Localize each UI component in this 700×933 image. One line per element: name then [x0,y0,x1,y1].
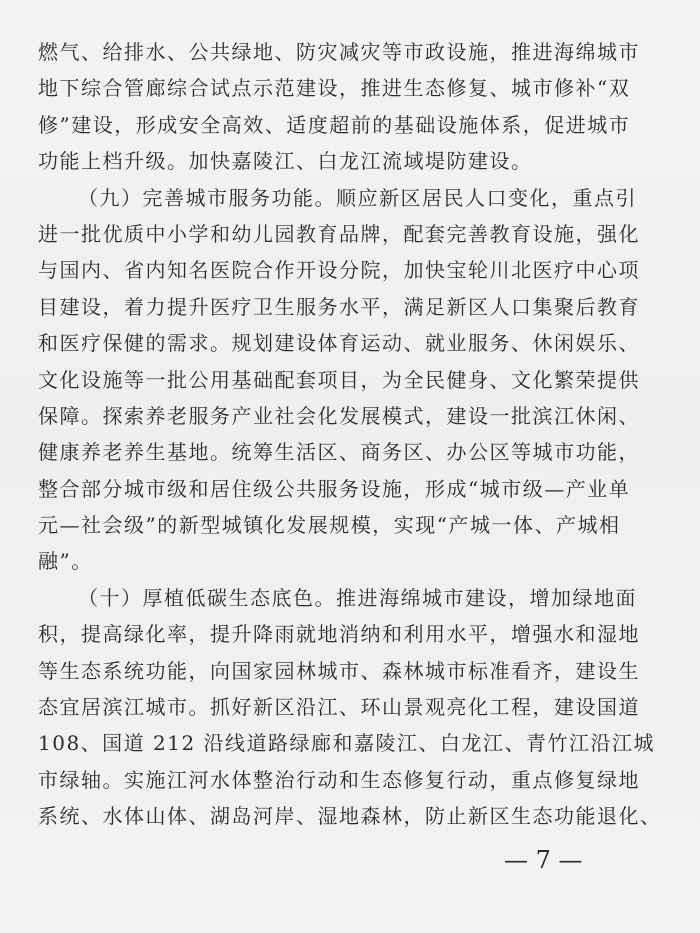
text-line: 目建设，着力提升医疗卫生服务水平，满足新区人口集聚后教育 [38,294,640,319]
text-line: 修”建设，形成安全高效、适度超前的基础设施体系，促进城市 [38,112,631,137]
text-line: 健康养老养生基地。统筹生活区、商务区、办公区等城市功能， [38,440,640,465]
text-line: 等生态系统功能，向国家园林城市、森林城市标准看齐，建设生 [38,658,640,683]
text-line: 功能上档升级。加快嘉陵江、白龙江流域堤防建设。 [38,149,533,174]
text-line: 108、国道 212 沿线道路绿廊和嘉陵江、白龙江、青竹江沿江城 [38,731,656,756]
text-line: 融”。 [38,549,93,574]
text-line: 积，提高绿化率，提升降雨就地消纳和利用水平，增强水和湿地 [38,622,640,647]
text-line: 保障。探索养老服务产业社会化发展模式，建设一批滨江休闲、 [38,403,640,428]
body-text [38,34,678,835]
text-line: 态宜居滨江城市。抓好新区沿江、环山景观亮化工程，建设国道 [38,695,640,720]
text-line: 文化设施等一批公用基础配套项目，为全民健身、文化繁荣提供 [38,367,640,392]
section-nine-heading-line: （九）完善城市服务功能。顺应新区居民人口变化，重点引 [78,185,637,210]
text-line: 与国内、省内知名医院合作开设分院，加快宝轮川北医疗中心项 [38,258,640,283]
text-line: 和医疗保健的需求。规划建设体育运动、就业服务、休闲娱乐、 [38,331,640,356]
text-line: 燃气、给排水、公共绿地、防灾减灾等市政设施，推进海绵城市 [38,40,640,64]
page-number: — 7 — [504,846,583,874]
text-line: 地下综合管廊综合试点示范建设，推进生态修复、城市修补“双 [38,76,631,101]
text-line: 元—社会级”的新型城镇化发展规模，实现“产城一体、产城相 [38,513,621,538]
text-line: 整合部分城市级和居住级公共服务设施，形成“城市级—产业单 [38,476,631,501]
text-line: 市绿轴。实施江河水体整治行动和生态修复行动，重点修复绿地 [38,767,640,792]
text-line: 系统、水体山体、湖岛河岸、湿地森林，防止新区生态功能退化、 [38,804,662,829]
section-ten-heading-line: （十）厚植低碳生态底色。推进海绵城市建设，增加绿地面 [78,585,637,610]
text-line: 进一批优质中小学和幼儿园教育品牌，配套完善教育设施，强化 [38,221,640,246]
